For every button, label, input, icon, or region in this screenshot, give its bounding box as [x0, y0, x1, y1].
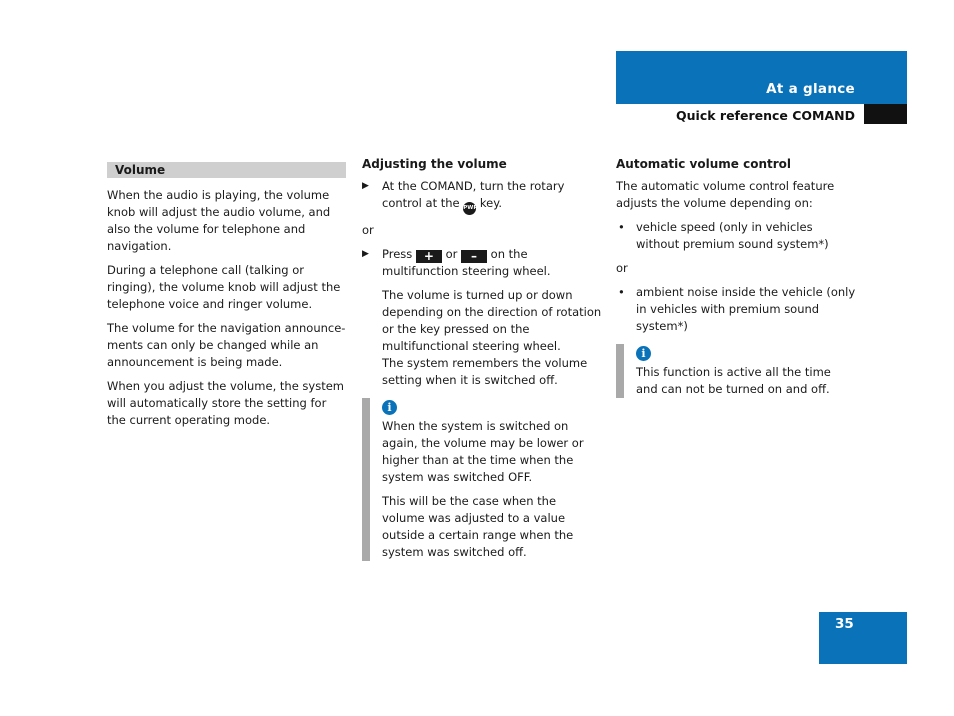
column-automatic-volume	[616, 156, 856, 398]
step-text: or	[445, 247, 458, 261]
step-steering-wheel	[362, 246, 602, 280]
step-text: Press	[382, 247, 413, 261]
page-number-box	[819, 612, 907, 664]
automatic-volume-heading: Automatic volume control	[616, 157, 792, 171]
minus-key-icon: –	[461, 250, 487, 263]
step-rotary	[362, 178, 602, 215]
paragraph: The automatic volume control feature adjusts the volume depending on:	[616, 179, 835, 210]
paragraph: When you adjust the volume, the system will automatically store the setting for the current operating mode.	[107, 379, 344, 427]
note-paragraph: When the system is switched on again, the volume may be lower or higher than at the time when the system was switched OFF.	[382, 419, 584, 484]
or-text: or	[362, 223, 374, 237]
list-item	[616, 219, 856, 253]
bullet-icon: •	[618, 220, 625, 234]
info-icon: i	[636, 346, 651, 361]
paragraph: When the audio is playing, the volume knob will adjust the audio volume, and also the volume for telephone and navigation.	[107, 188, 331, 253]
section-header	[616, 104, 907, 124]
paragraph: During a telephone call (talking or ringing), the volume knob will adjust the telephone voice and ringer volume.	[107, 263, 341, 311]
volume-section-title: Volume	[107, 162, 346, 178]
column-volume	[107, 156, 347, 436]
pwr-key-icon: PWR	[463, 202, 476, 215]
section-marker-bar	[864, 104, 907, 124]
note-paragraph: This function is active all the time and can not be turned on and off.	[636, 365, 831, 396]
step-text-suffix: on the multifunction steering wheel.	[382, 247, 551, 278]
list-item	[616, 284, 856, 335]
arrow-right-icon: ▶	[362, 249, 369, 259]
result-text: The volume is turned up or down depending on the direction of rotation or the key pressed on the multifunctional steering wheel.	[382, 288, 602, 353]
section-title: Quick reference COMAND	[676, 108, 855, 123]
or-text: or	[616, 261, 628, 275]
page-number: 35	[835, 616, 854, 632]
note-bar	[616, 344, 624, 398]
adjusting-volume-heading: Adjusting the volume	[362, 157, 507, 171]
info-icon: i	[382, 400, 397, 415]
chapter-header	[616, 51, 907, 104]
list-item-text: vehicle speed (only in vehicles without premium sound system*)	[636, 220, 829, 251]
arrow-right-icon: ▶	[362, 181, 369, 191]
step-text: At the COMAND, turn the rotary control at the	[382, 179, 565, 210]
column-adjusting-volume	[362, 156, 602, 561]
result-text: The system remembers the volume setting when it is switched off.	[382, 356, 588, 387]
step-text-suffix: key.	[479, 196, 503, 210]
plus-key-icon: +	[416, 250, 442, 263]
info-note	[362, 398, 602, 561]
chapter-title: At a glance	[766, 81, 855, 97]
bullet-icon: •	[618, 285, 625, 299]
paragraph: The volume for the navigation announce-ments can only be changed while an announcement is being made.	[107, 321, 346, 369]
note-bar	[362, 398, 370, 561]
list-item-text: ambient noise inside the vehicle (only in vehicles with premium sound system*)	[636, 285, 856, 333]
step-result	[362, 287, 602, 389]
note-paragraph: This will be the case when the volume was adjusted to a value outside a certain range when the system was switched off.	[382, 494, 574, 559]
info-note	[616, 344, 856, 398]
